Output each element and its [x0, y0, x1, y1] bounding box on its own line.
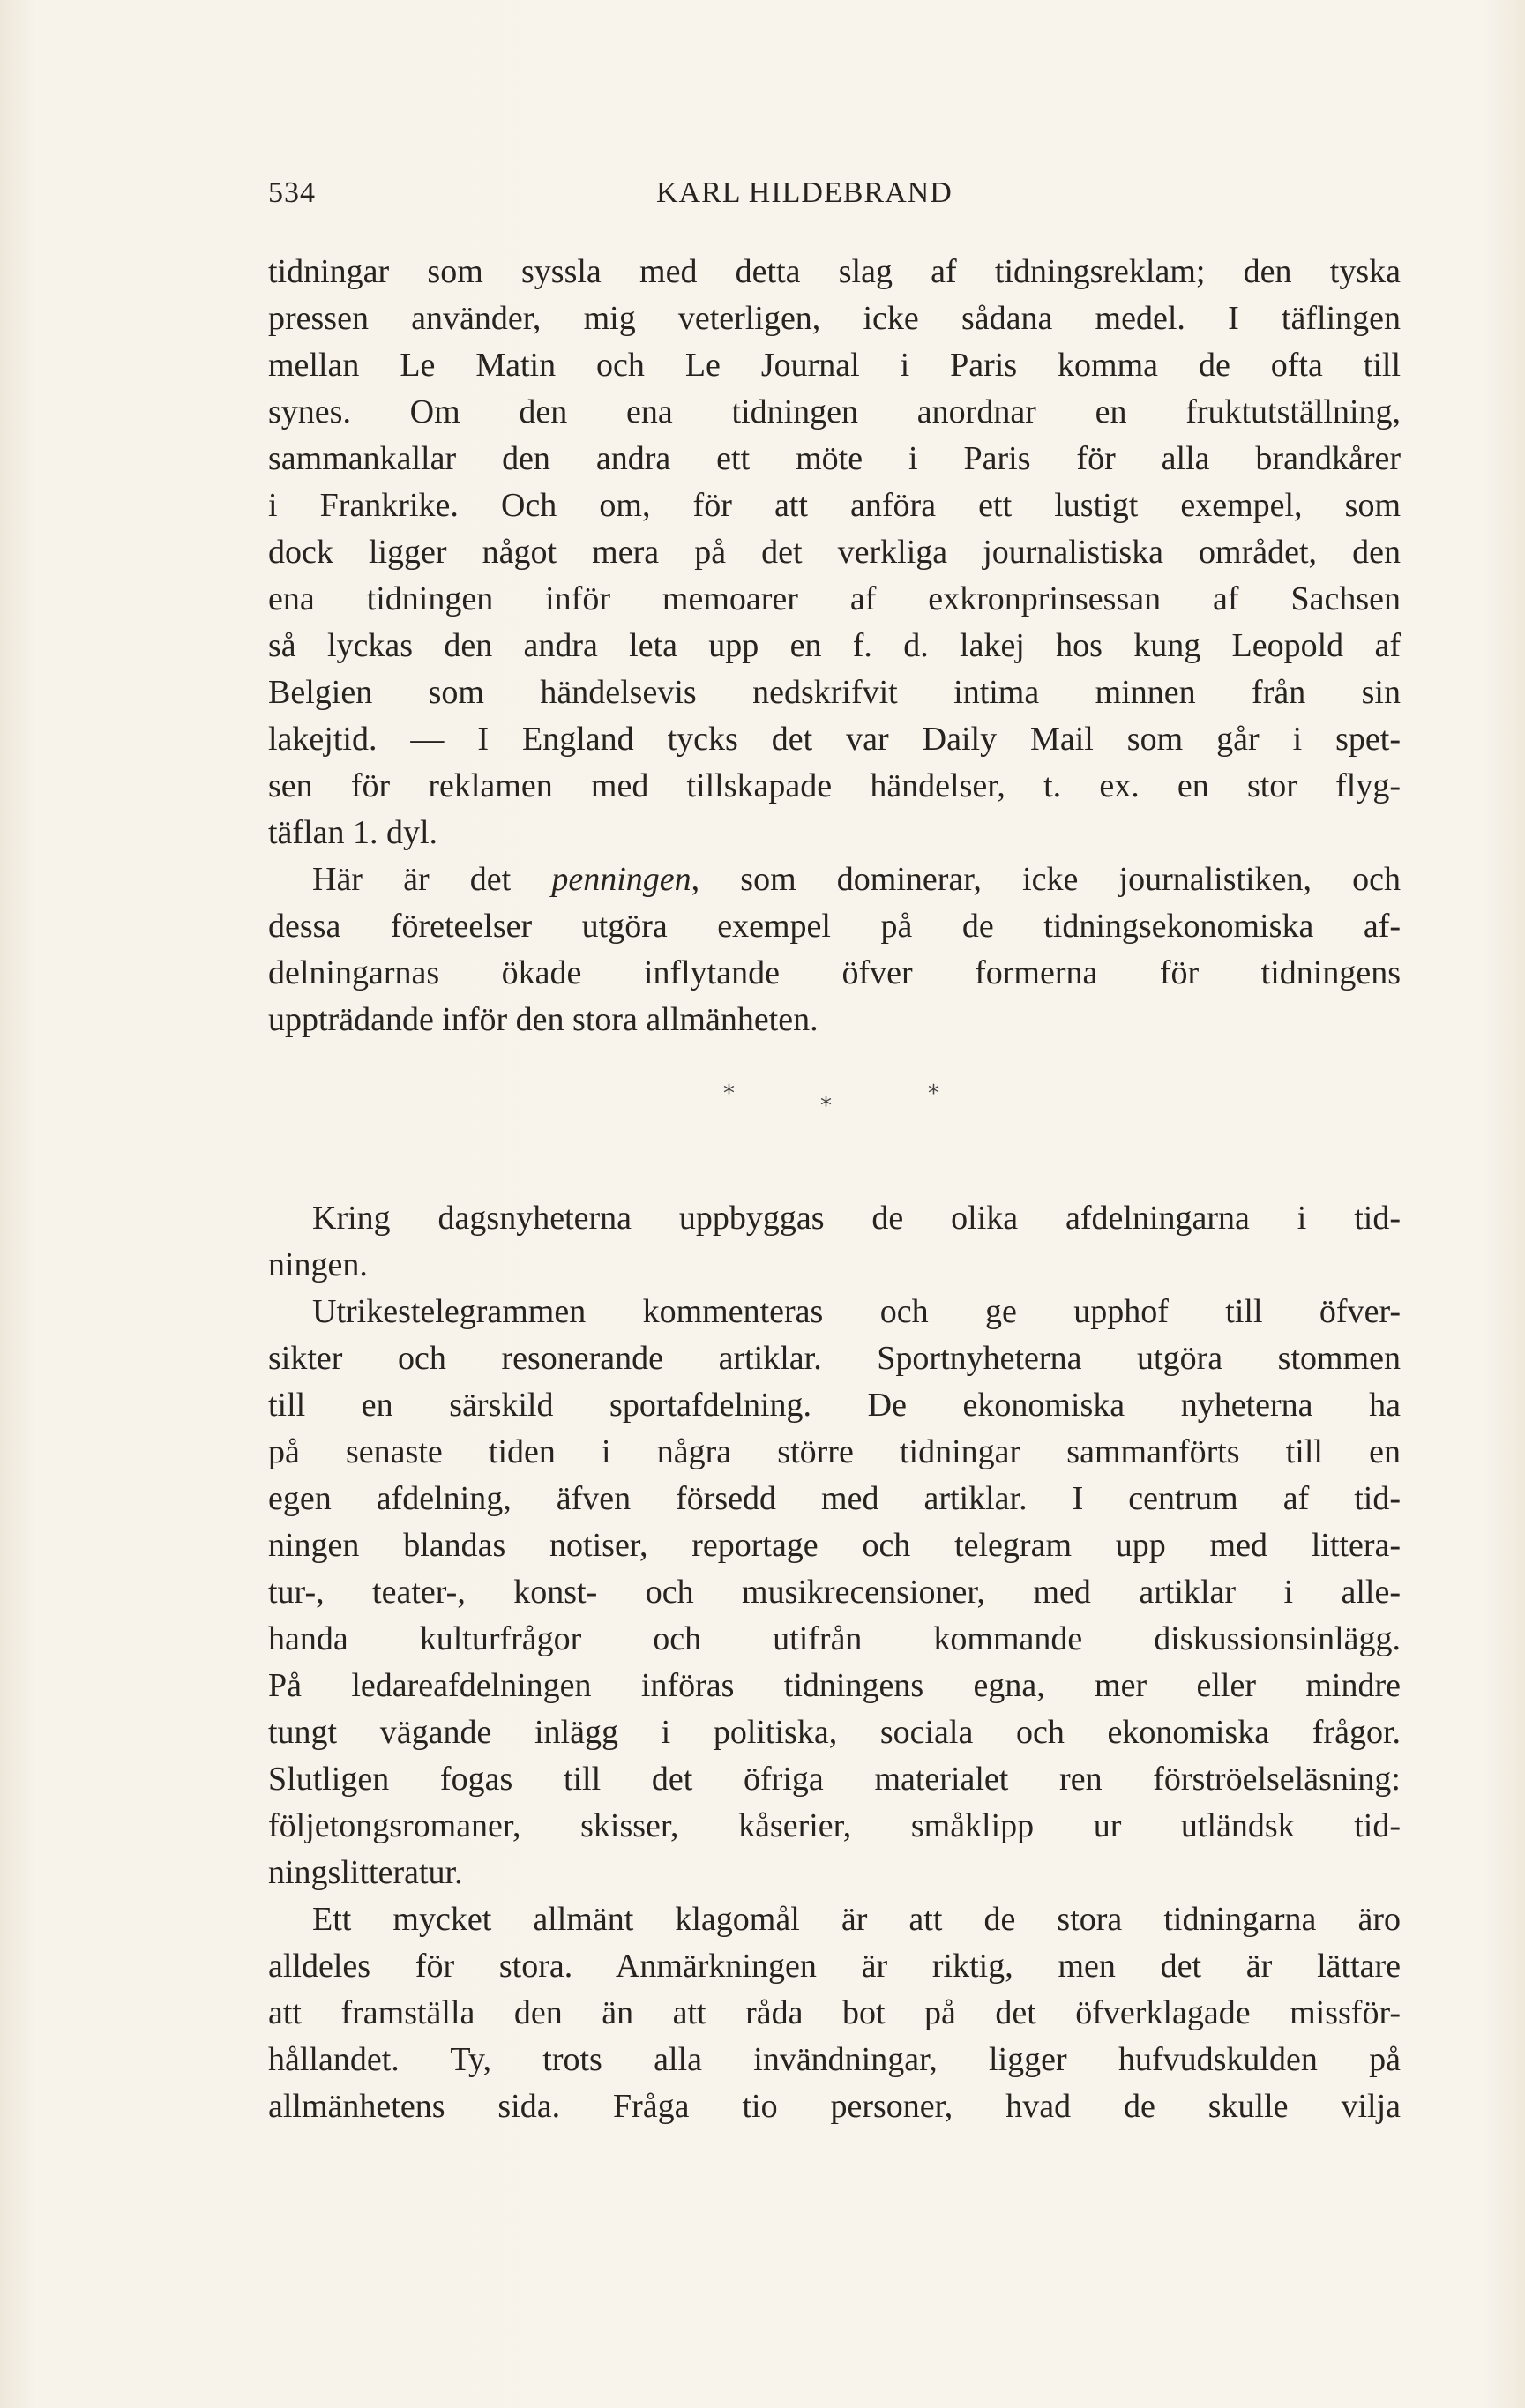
text-line: sikter och resonerande artiklar. Sportnyheterna utgöra stommen: [268, 1340, 1401, 1377]
asterisk: *: [820, 1093, 832, 1119]
text-line: [268, 856, 1401, 903]
text-line: ningslitteratur.: [268, 1854, 463, 1891]
text-line: ena tidningen inför memoarer af exkronprinsessan af Sachsen: [268, 580, 1401, 617]
text-line: allmänhetens sida. Fråga tio personer, hvad de skulle vilja: [268, 2088, 1401, 2125]
body-text-upper: [268, 249, 1401, 1043]
text-line: till en särskild sportafdelning. De ekonomiska nyheterna ha: [268, 1387, 1401, 1424]
text-line: delningarnas ökade inflytande öfver formerna för tidningens: [268, 954, 1401, 991]
text-line: På ledareafdelningen införas tidningens egna, mer eller mindre: [268, 1667, 1401, 1704]
text-line: synes. Om den ena tidningen anordnar en fruktutställning,: [268, 393, 1401, 430]
text-line: alldeles för stora. Anmärkningen är riktig, men det är lättare: [268, 1948, 1401, 1985]
italic-word: penningen: [551, 861, 691, 898]
text-line: att framställa den än att råda bot på det öfverklagade missför-: [268, 1994, 1401, 2031]
asterisk: *: [928, 1081, 939, 1107]
text-line: så lyckas den andra leta upp en f. d. lakej hos kung Leopold af: [268, 627, 1401, 664]
text-line: Utrikestelegrammen kommenteras och ge upphof till öfver-: [312, 1293, 1401, 1330]
text-line: dock ligger något mera på det verkliga journalistiska området, den: [268, 534, 1401, 571]
para-continuation-text: , som dominerar, icke journalistiken, och: [691, 861, 1401, 898]
text-line: i Frankrike. Och om, för att anföra ett lustigt exempel, som: [268, 487, 1401, 524]
text-line: Ett mycket allmänt klagomål är att de stora tidningarna äro: [312, 1901, 1401, 1938]
text-line: sammankallar den andra ett möte i Paris för alla brandkårer: [268, 440, 1401, 477]
body-text-lower: [268, 1195, 1401, 2130]
text-line: pressen använder, mig veterligen, icke sådana medel. I täflingen: [268, 300, 1401, 337]
text-line: tidningar som syssla med detta slag af tidningsreklam; den tyska: [268, 253, 1401, 290]
text-line: ningen blandas notiser, reportage och telegram upp med littera-: [268, 1527, 1401, 1564]
text-line: hållandet. Ty, trots alla invändningar, ligger hufvudskulden på: [268, 2041, 1401, 2078]
text-line: Belgien som händelsevis nedskrifvit intima minnen från sin: [268, 674, 1401, 711]
text-line: ningen.: [268, 1246, 368, 1283]
asterisk: *: [723, 1081, 735, 1107]
text-line: sen för reklamen med tillskapade händelser, t. ex. en stor flyg-: [268, 767, 1401, 804]
text-line: handa kulturfrågor och utifrån kommande diskussionsinlägg.: [268, 1620, 1401, 1657]
text-line: Kring dagsnyheterna uppbyggas de olika afdelningarna i tid-: [312, 1200, 1401, 1237]
text-line: Slutligen fogas till det öfriga materialet ren förströelseläsning:: [268, 1761, 1401, 1798]
text-line: lakejtid. — I England tycks det var Daily Mail som går i spet-: [268, 721, 1401, 758]
text-line: tungt vägande inlägg i politiska, sociala och ekonomiska frågor.: [268, 1714, 1401, 1751]
text-line: tur-, teater-, konst- och musikrecensioner, med artiklar i alle-: [268, 1574, 1401, 1611]
text-line: täflan 1. dyl.: [268, 814, 438, 851]
running-head: KARL HILDEBRAND: [656, 176, 953, 209]
text-line: egen afdelning, äfven försedd med artiklar. I centrum af tid-: [268, 1480, 1401, 1517]
text-line: mellan Le Matin och Le Journal i Paris komma de ofta till: [268, 347, 1401, 384]
text-line: följetongsromaner, skisser, kåserier, småklipp ur utländsk tid-: [268, 1807, 1401, 1844]
page-header: [268, 176, 1397, 221]
page-number: 534: [268, 176, 316, 209]
text-line: uppträdande inför den stora allmänheten.: [268, 1001, 819, 1038]
section-break-asterisks: [723, 1081, 953, 1133]
para-start-text: Här är det: [312, 861, 552, 898]
text-line: på senaste tiden i några större tidningar sammanförts till en: [268, 1433, 1401, 1470]
text-line: dessa företeelser utgöra exempel på de tidningsekonomiska af-: [268, 908, 1401, 945]
